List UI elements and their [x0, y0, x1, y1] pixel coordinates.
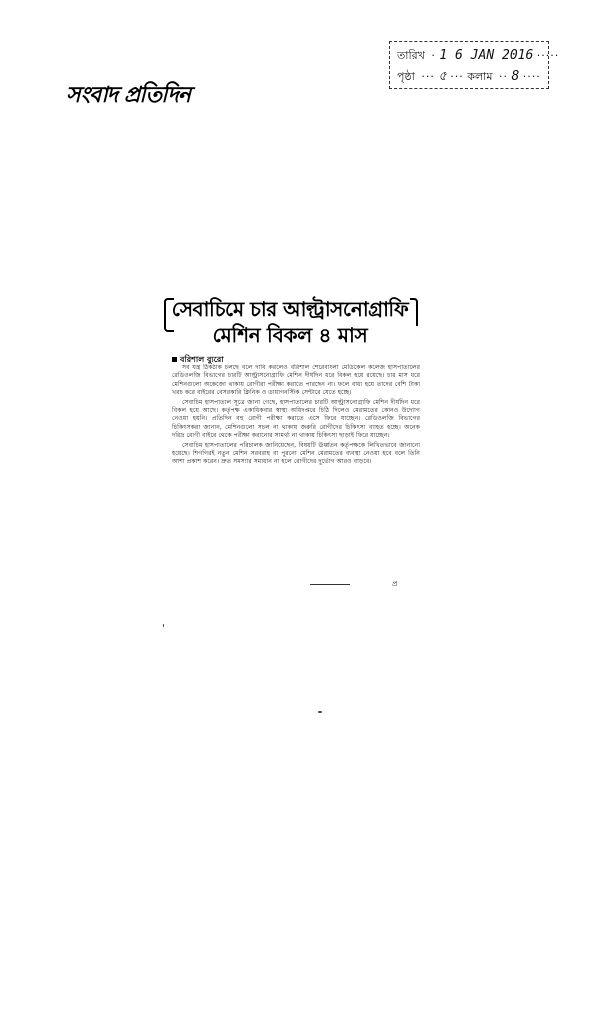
stamp-column-value: 8	[511, 69, 520, 84]
clipping-date-stamp	[389, 41, 560, 89]
stamp-page-label: পৃষ্ঠা	[397, 70, 415, 83]
byline-square-icon	[172, 357, 177, 362]
stamp-dots: ···	[450, 70, 464, 83]
stamp-date-row	[397, 47, 559, 66]
headline-line-1: সেবাচিমে চার আল্ট্রাসনোগ্রাফি	[171, 297, 409, 321]
stamp-page-value: ৫	[438, 69, 447, 84]
article-paragraph: সব যন্ত্র ঠিকঠাক চলছে বলে দাবি করলেও বরিশাল শেরেবাংলা মেডিকেল কলেজ হাসপাতালের রেডিওলজি বিভাগের চারটি আল্ট্রাসনোগ্রাফি মেশিন দীর্ঘদিন ধরে বিকল হয়ে রয়েছে। চার মাস ধরে মেশিনগুলো অকেজো থাকায় রোগীরা পরীক্ষা করাতে পারছেন না। ফলে বাধ্য হয়ে তাদের বেশি টাকা খরচ করে বাইরের বেসরকারি ক্লিনিক ও ডায়াগনস্টিক সেন্টারে যেতে হচ্ছে।	[172, 364, 420, 397]
stamp-dots: ···	[421, 70, 435, 83]
scan-speck	[163, 624, 164, 627]
stamp-dots: ··	[498, 70, 508, 83]
headline-bracket-right	[410, 298, 418, 326]
article-end-rule	[310, 584, 350, 585]
stamp-date-value: 1 6 JAN 2016	[439, 48, 534, 63]
article-end-mark: প্র	[392, 580, 398, 588]
headline-line-2: মেশিন বিকল ৪ মাস	[212, 323, 368, 347]
article-body	[172, 364, 420, 584]
stamp-dots: ·	[431, 49, 436, 62]
news-clipping	[160, 296, 420, 596]
article-paragraph: সেবাচিম হাসপাতাল সূত্রে জানা গেছে, হাসপাতালের চারটি আল্ট্রাসনোগ্রাফি মেশিন দীর্ঘদিন ধরে বিকল হয়ে আছে। কর্তৃপক্ষ একাধিকবার স্বাস্থ্য অধিদপ্তরে চিঠি দিলেও মেরামতের কোনও উদ্যোগ নেওয়া হয়নি। প্রতিদিন বহু রোগী পরীক্ষা করাতে এসে ফিরে যাচ্ছেন। রেডিওলজি বিভাগের চিকিৎসকরা জানান, মেশিনগুলো সচল না থাকায় জরুরি রোগীদের চিকিৎসা ব্যাহত হচ্ছে। অনেক দরিদ্র রোগী বাইরে থেকে পরীক্ষা করানোর সামর্থ্য না থাকায় চিকিৎসা ছাড়াই ফিরে যাচ্ছেন।	[172, 398, 420, 440]
stamp-page-row	[397, 67, 541, 88]
stamp-column-label: কলাম	[467, 70, 493, 83]
byline-text: বরিশাল ব্যুরো	[180, 355, 224, 364]
stamp-dots: ····	[522, 70, 541, 83]
scan-speck	[318, 711, 322, 713]
newspaper-masthead: সংবাদ প্রতিদিন	[66, 82, 191, 108]
article-headline	[170, 296, 410, 348]
article-paragraph: সেবাচিম হাসপাতালের পরিচালক জানিয়েছেন, বিষয়টি ঊর্ধ্বতন কর্তৃপক্ষকে লিখিতভাবে জানানো হয়েছে। শিগগিরই নতুন মেশিন সরবরাহ বা পুরনো মেশিন মেরামতের ব্যবস্থা নেওয়া হবে বলে তিনি আশা প্রকাশ করেন। দ্রুত সমস্যার সমাধান না হলে রোগীদের দুর্ভোগ আরও বাড়বে।	[172, 441, 420, 466]
stamp-date-label: তারিখ	[397, 49, 425, 62]
stamp-dots: ·····	[536, 49, 560, 62]
